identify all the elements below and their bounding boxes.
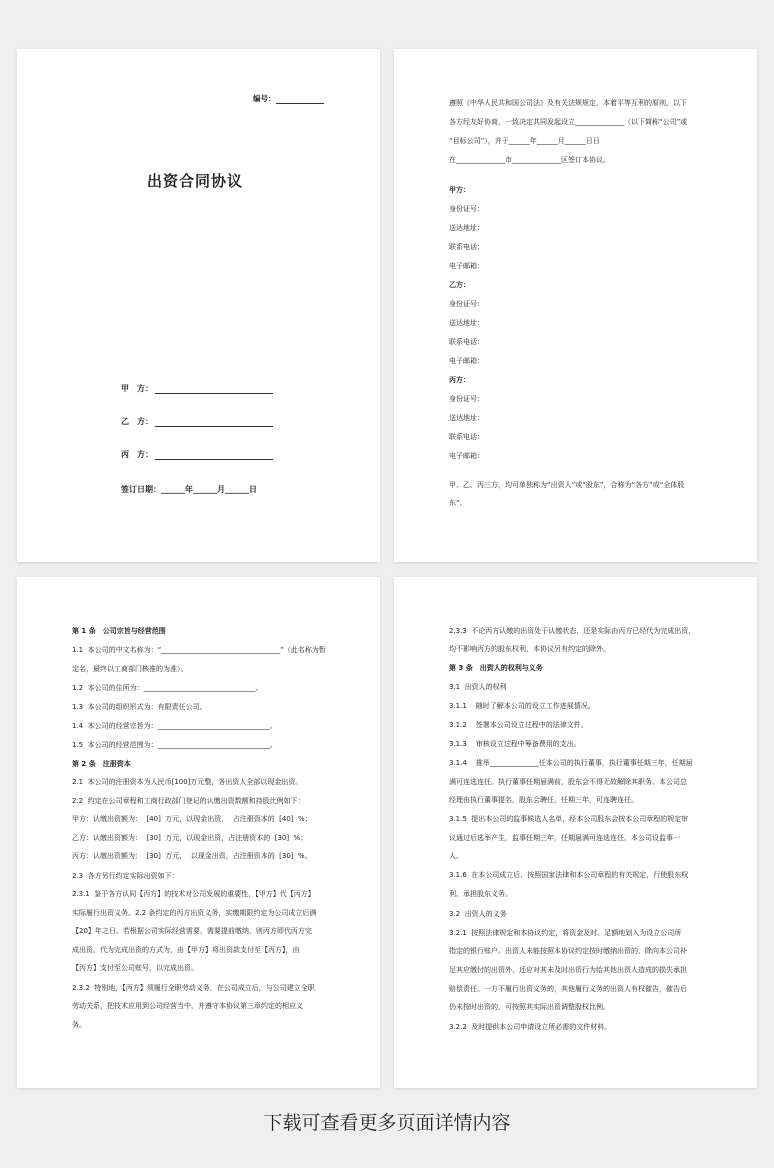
- text-line: 送达地址：: [449, 224, 484, 232]
- text-line: 3.1.4 推举______________任本公司的执行董事，执行董事任期三年，任期届: [449, 759, 693, 767]
- text-line: 2.3.3 不论丙方认缴的出资处于认缴状态，还是实际由丙方已经代为完成出资，: [449, 627, 696, 635]
- text-line: 指定的银行账户。出资人未能按照本协议约定按时缴纳出资的，除向本公司补: [449, 947, 687, 955]
- text-line: 3.2.2 及时提供本公司申请设立所必需的文件材料。: [449, 1023, 612, 1031]
- party-c-blank: [155, 450, 273, 460]
- text-line: 议通过后选举产生，监事任期三年，任期届满可连选连任。本公司设监事一: [449, 834, 680, 842]
- text-line: 联系电话：: [449, 433, 484, 441]
- text-line: 丙方：认缴出资额为： [30] 万元， 以现金出资，占注册资本的 [30] %。: [72, 852, 312, 860]
- document-page-3: [17, 577, 380, 1088]
- text-line: 1.2 本公司的住所为：________________________________。: [72, 684, 263, 692]
- text-line: 成出资。代为完成出资的方式为，由【甲方】将出资款支付至【丙方】，由: [72, 946, 300, 954]
- text-line: 【丙方】支付至公司账号，以完成出资。: [72, 964, 198, 972]
- text-line: “目标公司”），并于______年______月______日日: [449, 137, 600, 145]
- text-line: 3.1 出资人的权利: [449, 683, 507, 691]
- text-line: 利、承担股东义务。: [449, 890, 512, 898]
- document-page-2: [394, 49, 757, 562]
- text-line: 2.2 约定在公司章程和工商行政部门登记的认缴出资数额和持股比例如下：: [72, 797, 305, 805]
- party-b-label: 乙 方：: [121, 417, 153, 426]
- text-line: 各方经友好协商，一致决定共同发起设立______________（以下简称“公司”或: [449, 118, 688, 126]
- text-line: 遵照《中华人民共和国公司法》及有关法规规定，本着平等互利的原则，以下: [449, 99, 687, 107]
- text-line: 电子邮箱：: [449, 452, 484, 460]
- text-line: 3.1.6 在本公司成立后，按照国家法律和本公司章程的有关规定，行使股东权: [449, 871, 689, 879]
- text-line: 电子邮箱：: [449, 262, 484, 270]
- section-heading: 乙方：: [449, 281, 470, 289]
- text-line: 实际履行出资义务。2.2 条约定的丙方出资义务，实缴期限约定为公司成立后满: [72, 909, 317, 917]
- section-heading: 第 2 条 注册资本: [72, 760, 131, 768]
- text-line: 3.2.1 按照法律规定和本协议约定，将资金及时、足额地划入为设立公司所: [449, 929, 682, 937]
- text-line: 联系电话：: [449, 338, 484, 346]
- text-line: 身份证号：: [449, 395, 484, 403]
- text-line: 赔偿责任。一方不履行出资义务的，其他履行义务的出资人有权催告，催告后: [449, 985, 687, 993]
- party-a-field: [121, 383, 273, 394]
- text-line: 在______________市______________区签订本协议。: [449, 156, 610, 164]
- sign-date: 签订日期：______年______月______日: [121, 485, 257, 494]
- text-line: 东”。: [449, 499, 467, 507]
- text-line: 足其应缴付的出资外，还应对其未及时出资行为给其他出资人造成的损失承担: [449, 966, 687, 974]
- text-line: 送达地址：: [449, 319, 484, 327]
- party-c-label: 丙 方：: [121, 450, 153, 459]
- download-more-caption: 下载可查看更多页面详情内容: [263, 1112, 511, 1134]
- party-a-blank: [155, 384, 273, 394]
- party-c-field: [121, 449, 273, 460]
- text-line: 身份证号：: [449, 300, 484, 308]
- text-line: 仍未按时出资的，可按照其实际出资调整股权比例。: [449, 1003, 610, 1011]
- text-line: 均不影响丙方的股东权利，本协议另有约定的除外。: [449, 645, 610, 653]
- section-heading: 第 1 条 公司宗旨与经营范围: [72, 627, 166, 635]
- contract-number-blank: [276, 95, 324, 104]
- text-line: 3.1.3 审核设立过程中筹备费用的支出。: [449, 740, 581, 748]
- text-line: 1.5 本公司的经营范围为：________________________________。: [72, 741, 277, 749]
- text-line: 乙方：认缴出资额为： [30] 万元，以现金出资，占注册资本的 [30] %；: [72, 834, 308, 842]
- text-line: 身份证号：: [449, 205, 484, 213]
- party-b-field: [121, 416, 273, 427]
- text-line: 人。: [449, 852, 463, 860]
- party-a-label: 甲 方：: [121, 384, 153, 393]
- text-line: 1.1 本公司的中文名称为：“__________________________________”（此名称为暂: [72, 646, 326, 654]
- text-line: 3.1.2 签署本公司设立过程中的法律文件。: [449, 721, 588, 729]
- document-page-4: [394, 577, 757, 1088]
- text-line: 满可连选连任。执行董事任期届满前，股东会不得无故解除其职务。本公司总: [449, 778, 687, 786]
- contract-number: [253, 93, 324, 104]
- text-line: 【20】年之日。若根据公司实际经营需要，需要提前缴纳，则丙方即代丙方完: [72, 927, 312, 935]
- text-line: 2.1 本公司的注册资本为人民币[100]万元整，各出资人全部以现金出资。: [72, 778, 303, 786]
- text-line: 1.4 本公司的经营宗旨为：________________________________。: [72, 722, 277, 730]
- document-page-cover: [17, 49, 380, 562]
- text-line: 2.3.2 特别地，【丙方】须履行全职劳动义务，在公司成立后，与公司建立全职: [72, 984, 315, 992]
- document-title: 出资合同协议: [147, 172, 244, 190]
- contract-number-label: 编号：: [253, 94, 276, 103]
- text-line: 3.2 出资人的义务: [449, 910, 507, 918]
- section-heading: 第 3 条 出资人的权利与义务: [449, 664, 543, 672]
- text-line: 务。: [72, 1021, 86, 1029]
- text-line: 送达地址：: [449, 414, 484, 422]
- text-line: 3.1.1 随时了解本公司的设立工作进展情况。: [449, 702, 595, 710]
- text-line: 1.3 本公司的组织形式为：有限责任公司。: [72, 703, 207, 711]
- section-heading: 丙方：: [449, 376, 470, 384]
- text-line: 2.3.1 鉴于各方认同【丙方】的技术对公司发展的重要性，【甲方】代【丙方】: [72, 890, 315, 898]
- party-b-blank: [155, 417, 273, 427]
- text-line: 甲方：认缴出资额为： [40] 万元，以现金出资， 占注册资本的 [40] %；: [72, 815, 312, 823]
- text-line: 2.3 各方另行约定实际出资如下：: [72, 872, 179, 880]
- text-line: 3.1.5 提出本公司的监事候选人名单，经本公司股东会按本公司章程的规定审: [449, 815, 689, 823]
- text-line: 劳动关系，把技术应用到公司经营当中，并遵守本协议第三章约定的相应义: [72, 1002, 303, 1010]
- text-line: 联系电话：: [449, 243, 484, 251]
- text-line: 经理由执行董事提名，股东会聘任，任期三年，可连聘连任。: [449, 796, 638, 804]
- text-line: 甲、乙、丙三方，均可单独称为“出资人”或“股东”，合称为“各方”或“全体股: [449, 481, 685, 489]
- text-line: 定名，最终以工商部门核准的为准）。: [72, 665, 188, 673]
- text-line: 电子邮箱：: [449, 357, 484, 365]
- section-heading: 甲方：: [449, 186, 470, 194]
